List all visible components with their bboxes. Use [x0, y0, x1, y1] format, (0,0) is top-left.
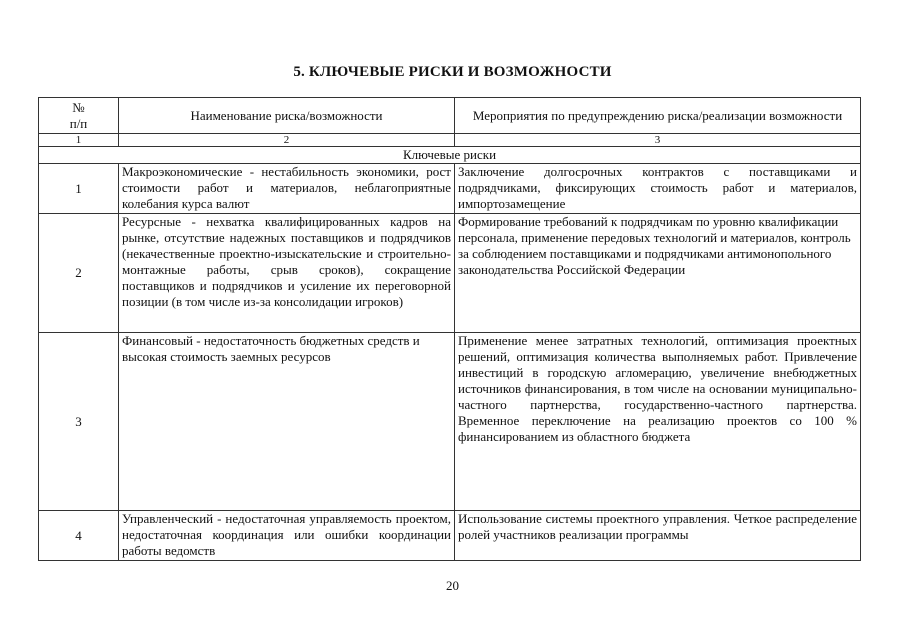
row-number: 4	[39, 511, 119, 561]
section-title: Ключевые риски	[39, 147, 861, 164]
column-number: 2	[119, 134, 455, 147]
table-row	[39, 164, 861, 214]
risk-measures: Использование системы проектного управления. Четкое распределение ролей участников реализации программы	[455, 511, 861, 561]
table-header-row	[39, 98, 861, 134]
row-number: 1	[39, 164, 119, 214]
table-row	[39, 214, 861, 333]
section-row	[39, 147, 861, 164]
row-number: 3	[39, 333, 119, 511]
header-risk-name: Наименование риска/возможности	[119, 98, 455, 134]
column-numbers-row	[39, 134, 861, 147]
risk-name: Управленческий - недостаточная управляемость проектом, недостаточная координация или ошибки координации работы ведомств	[119, 511, 455, 561]
risk-measures: Применение менее затратных технологий, оптимизация проектных решений, оптимизация количества выполняемых работ. Привлечение инвестиций в городскую агломерацию, увеличение внебюджетных источников финансирования, в том числе на основании муниципально-частного партнерства, государственно-частного партнерства. Временное переключение на реализацию проектов со 100 % финансированием из областного бюджета	[455, 333, 861, 511]
header-measures: Мероприятия по предупреждению риска/реализации возможности	[455, 98, 861, 134]
table-row	[39, 511, 861, 561]
risk-name: Финансовый - недостаточность бюджетных средств и высокая стоимость заемных ресурсов	[119, 333, 455, 511]
column-number: 1	[39, 134, 119, 147]
risk-measures: Заключение долгосрочных контрактов с поставщиками и подрядчиками, фиксирующих стоимость работ и материалов, импортозамещение	[455, 164, 861, 214]
risk-name: Ресурсные - нехватка квалифицированных кадров на рынке, отсутствие надежных поставщиков и подрядчиков (некачественные проектно-изыскательские и строительно-монтажные работы, срыв сроков), сокращение поставщиков и подрядчиков и усиление их переговорной позиции (в том числе из-за консолидации игроков)	[119, 214, 455, 333]
header-num: № п/п	[39, 98, 119, 134]
row-number: 2	[39, 214, 119, 333]
risk-name: Макроэкономические - нестабильность экономики, рост стоимости работ и материалов, неблагоприятные колебания курса валют	[119, 164, 455, 214]
table-row	[39, 333, 861, 511]
page-number: 20	[446, 578, 459, 593]
risk-measures: Формирование требований к подрядчикам по уровню квалификации персонала, применение передовых технологий и материалов, контроль за соблюдением поставщиками и подрядчиками антимонопольного законодательства Российской Федерации	[455, 214, 861, 333]
risks-table	[38, 97, 861, 561]
column-number: 3	[455, 134, 861, 147]
page-title: 5. КЛЮЧЕВЫЕ РИСКИ И ВОЗМОЖНОСТИ	[293, 64, 612, 80]
